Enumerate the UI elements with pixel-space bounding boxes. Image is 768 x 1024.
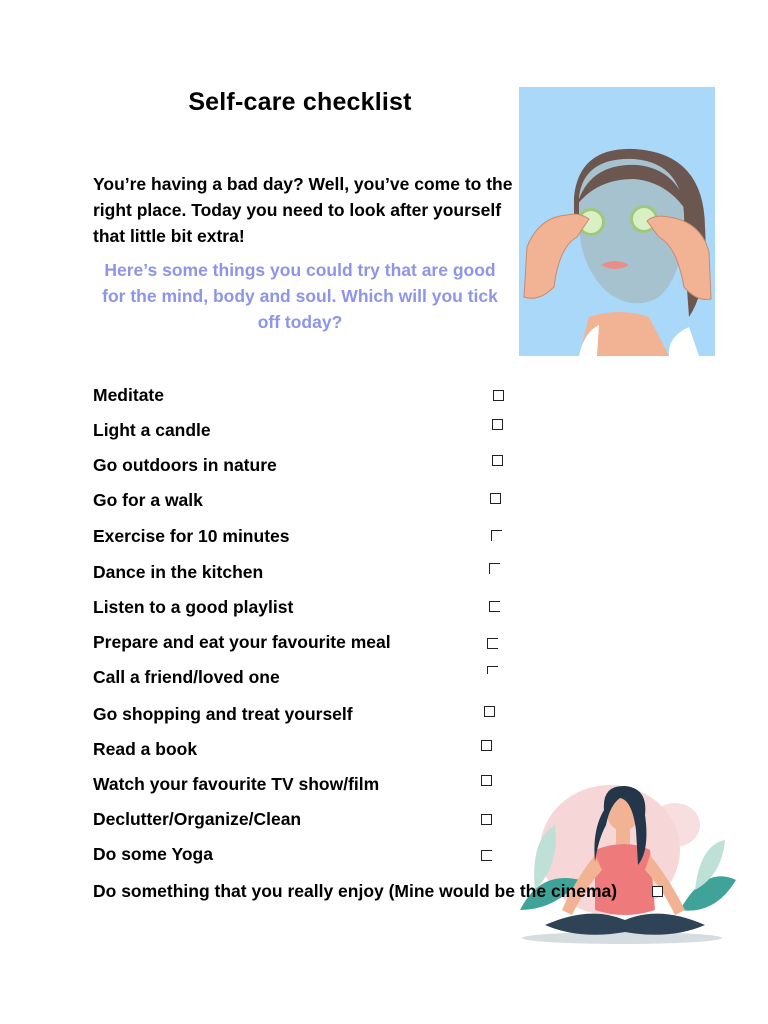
checklist-item-label: Read a book: [93, 739, 198, 759]
checklist-item-label: Call a friend/loved one: [93, 667, 280, 687]
checkbox-watch-tv[interactable]: [481, 775, 492, 786]
checklist-item-label: Watch your favourite TV show/film: [93, 774, 380, 794]
checklist-item-label: Meditate: [93, 385, 164, 405]
page-title: Self-care checklist: [188, 88, 412, 116]
checkbox-something-enjoy[interactable]: [652, 886, 663, 897]
checklist-item-label: Do some Yoga: [93, 844, 213, 864]
checkbox-yoga[interactable]: [481, 850, 492, 861]
checkbox-go-outdoors[interactable]: [492, 455, 503, 466]
checkbox-call-friend[interactable]: [487, 666, 498, 674]
checkbox-dance-kitchen[interactable]: [489, 563, 500, 574]
checklist-item-label: Declutter/Organize/Clean: [93, 809, 302, 829]
checklist-item-label: Go shopping and treat yourself: [93, 704, 353, 724]
checkbox-go-for-walk[interactable]: [490, 493, 501, 504]
intro-paragraph: You’re having a bad day? Well, you’ve come to the right place. Today you need to look after yourself that little bit extra!: [93, 174, 513, 246]
checkbox-declutter[interactable]: [481, 814, 492, 825]
checklist-item-label: Prepare and eat your favourite meal: [93, 632, 391, 652]
checklist-item-label: Do something that you really enjoy (Mine would be the cinema): [93, 881, 618, 901]
checklist-item-label: Exercise for 10 minutes: [93, 526, 290, 546]
checkbox-meditate[interactable]: [493, 390, 504, 401]
checkbox-read-book[interactable]: [481, 740, 492, 751]
checkbox-listen-playlist[interactable]: [489, 601, 500, 612]
checkbox-exercise[interactable]: [491, 530, 502, 541]
checklist-item-label: Go outdoors in nature: [93, 455, 277, 475]
checklist-item-label: Listen to a good playlist: [93, 597, 294, 617]
tagline-paragraph: Here’s some things you could try that are good for the mind, body and soul. Which will you tick off today?: [102, 260, 498, 332]
checkbox-prepare-meal[interactable]: [487, 638, 498, 649]
checkbox-light-candle[interactable]: [492, 419, 503, 430]
checklist-item-label: Dance in the kitchen: [93, 562, 264, 582]
checkbox-go-shopping[interactable]: [484, 706, 495, 717]
checklist-item-label: Go for a walk: [93, 490, 203, 510]
checklist-item-label: Light a candle: [93, 420, 211, 440]
